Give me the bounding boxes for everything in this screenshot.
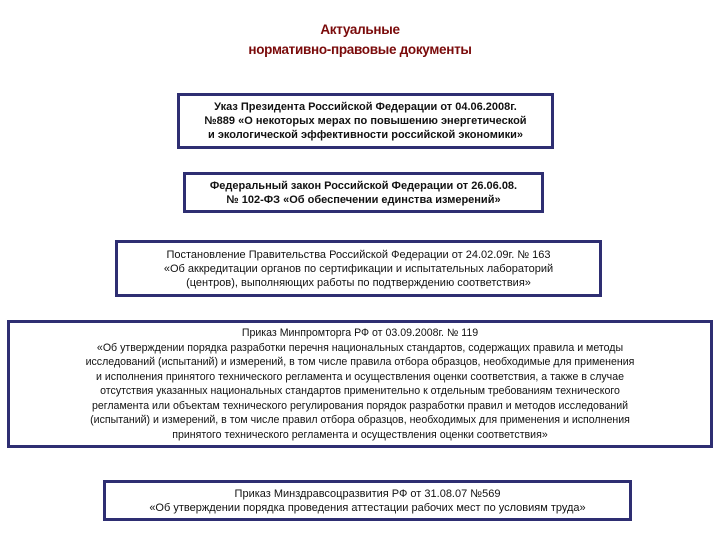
document-box-minzdravsocrazvitiya-order xyxy=(103,480,632,521)
document-line: Федеральный закон Российской Федерации от 26.06.08. xyxy=(209,179,518,192)
document-box-government-resolution xyxy=(115,240,602,297)
document-line: Приказ Минздравсоцразвития РФ от 31.08.07 №569 xyxy=(234,487,501,500)
title-line: нормативно-правовые документы xyxy=(248,42,472,57)
document-box-presidential-decree xyxy=(177,93,554,149)
document-line: отсутствия указанных национальных стандартов применительно к отдельным требованиям технического xyxy=(100,385,620,397)
document-line: и исполнения принятого технического регламента и осуществления оценки соответствия, а также в случае xyxy=(96,370,624,383)
document-line: «Об аккредитации органов по сертификации и испытательных лабораторий xyxy=(163,262,554,275)
document-box-federal-law xyxy=(183,172,544,213)
document-line: «Об утверждении порядка разработки перечня национальных стандартов, содержащих правила и методы xyxy=(96,341,624,354)
document-line: №889 «О некоторых мерах по повышению энергетической xyxy=(204,115,527,127)
document-line: № 102-ФЗ «Об обеспечении единства измерений» xyxy=(226,193,501,206)
page-title xyxy=(0,20,720,60)
document-line: Приказ Минпромторга РФ от 03.09.2008г. № 119 xyxy=(241,327,479,339)
document-line: принятого технического регламента и осуществления оценки соответствия» xyxy=(172,428,548,441)
document-line: и экологической эффективности российской экономики» xyxy=(208,129,523,141)
document-box-minpromtorg-order xyxy=(7,320,713,448)
document-line: регламента или объектам технического регулирования порядок разработки правил и методов исследований xyxy=(91,399,629,412)
document-line: «Об утверждении порядка проведения аттестации рабочих мест по условиям труда» xyxy=(149,501,586,514)
document-line: (центров), выполняющих работы по подтверждению соответствия» xyxy=(186,276,531,289)
document-line: (испытаний) и измерений, в том числе правил отбора образцов, необходимых для применения и исполнения xyxy=(90,414,630,426)
title-line: Актуальные xyxy=(320,22,400,37)
document-line: Постановление Правительства Российской Федерации от 24.02.09г. № 163 xyxy=(166,248,551,261)
document-line: Указ Президента Российской Федерации от 04.06.2008г. xyxy=(214,101,517,113)
document-line: исследований (испытаний) и измерений, в том числе правила отбора образцов, необходимые для применения xyxy=(85,356,635,368)
